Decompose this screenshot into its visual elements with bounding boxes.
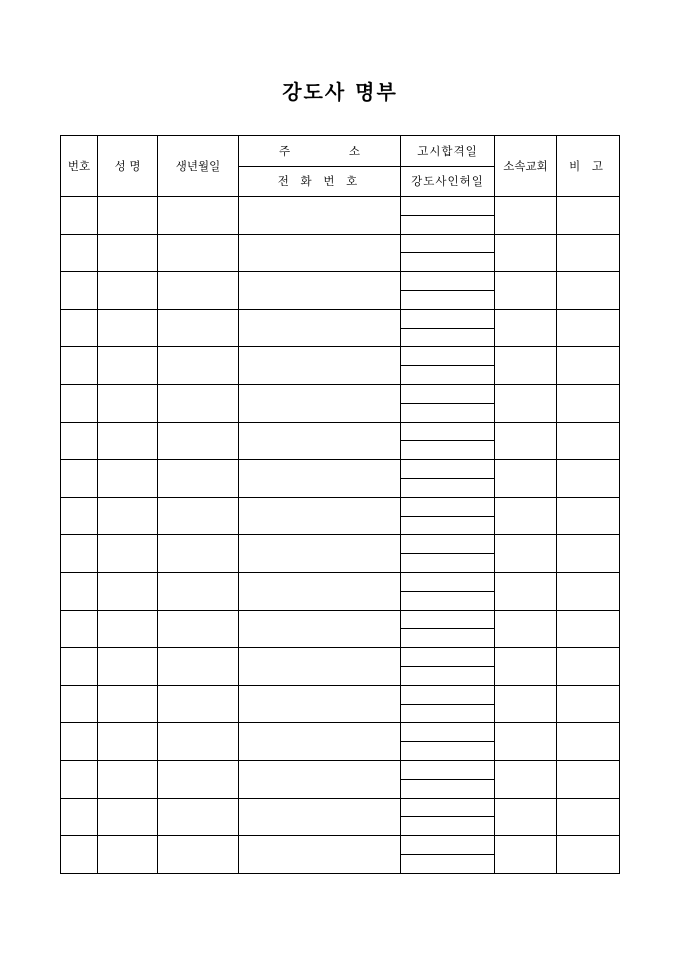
cell-name[interactable] xyxy=(98,422,158,460)
cell-number[interactable] xyxy=(61,422,98,460)
cell-name[interactable] xyxy=(98,535,158,573)
cell-exam-pass-date[interactable] xyxy=(401,347,495,366)
cell-name[interactable] xyxy=(98,460,158,498)
header-address-left: 주 xyxy=(279,143,291,158)
cell-exam-pass-date[interactable] xyxy=(401,836,495,855)
cell-church[interactable] xyxy=(495,572,557,610)
cell-church[interactable] xyxy=(495,460,557,498)
cell-birth-date[interactable] xyxy=(158,610,239,648)
table-row xyxy=(61,497,620,516)
cell-exam-pass-date[interactable] xyxy=(401,610,495,629)
cell-remarks[interactable] xyxy=(557,197,620,235)
cell-license-date[interactable] xyxy=(401,742,495,761)
table-row xyxy=(61,572,620,591)
cell-exam-pass-date[interactable] xyxy=(401,798,495,817)
cell-exam-pass-date[interactable] xyxy=(401,723,495,742)
cell-license-date[interactable] xyxy=(401,253,495,272)
cell-church[interactable] xyxy=(495,497,557,535)
cell-number[interactable] xyxy=(61,309,98,347)
cell-exam-pass-date[interactable] xyxy=(401,648,495,667)
cell-address-phone[interactable] xyxy=(239,347,401,385)
table-row xyxy=(61,197,620,216)
cell-birth-date[interactable] xyxy=(158,685,239,723)
cell-remarks[interactable] xyxy=(557,723,620,761)
cell-birth-date[interactable] xyxy=(158,384,239,422)
cell-birth-date[interactable] xyxy=(158,460,239,498)
cell-exam-pass-date[interactable] xyxy=(401,760,495,779)
cell-remarks[interactable] xyxy=(557,272,620,310)
cell-remarks[interactable] xyxy=(557,535,620,573)
cell-address-phone[interactable] xyxy=(239,497,401,535)
cell-name[interactable] xyxy=(98,798,158,836)
table-row xyxy=(61,836,620,855)
cell-name[interactable] xyxy=(98,723,158,761)
cell-number[interactable] xyxy=(61,272,98,310)
cell-remarks[interactable] xyxy=(557,422,620,460)
table-row xyxy=(61,798,620,817)
cell-name[interactable] xyxy=(98,685,158,723)
cell-remarks[interactable] xyxy=(557,798,620,836)
cell-number[interactable] xyxy=(61,648,98,686)
table-row xyxy=(61,309,620,328)
cell-license-date[interactable] xyxy=(401,554,495,573)
cell-license-date[interactable] xyxy=(401,591,495,610)
cell-church[interactable] xyxy=(495,610,557,648)
table-row xyxy=(61,760,620,779)
cell-remarks[interactable] xyxy=(557,685,620,723)
cell-name[interactable] xyxy=(98,234,158,272)
header-address xyxy=(239,136,401,167)
cell-exam-pass-date[interactable] xyxy=(401,272,495,291)
cell-church[interactable] xyxy=(495,798,557,836)
cell-exam-pass-date[interactable] xyxy=(401,572,495,591)
cell-address-phone[interactable] xyxy=(239,272,401,310)
cell-number[interactable] xyxy=(61,535,98,573)
page-title: 강도사 명부 xyxy=(282,80,398,104)
cell-exam-pass-date[interactable] xyxy=(401,535,495,554)
cell-church[interactable] xyxy=(495,685,557,723)
cell-birth-date[interactable] xyxy=(158,197,239,235)
cell-remarks[interactable] xyxy=(557,648,620,686)
table-row xyxy=(61,347,620,366)
cell-remarks[interactable] xyxy=(557,760,620,798)
cell-license-date[interactable] xyxy=(401,441,495,460)
cell-name[interactable] xyxy=(98,272,158,310)
cell-name[interactable] xyxy=(98,309,158,347)
cell-address-phone[interactable] xyxy=(239,422,401,460)
header-name: 성 명 xyxy=(98,136,158,197)
header-church: 소속교회 xyxy=(495,136,557,197)
cell-remarks[interactable] xyxy=(557,572,620,610)
cell-birth-date[interactable] xyxy=(158,798,239,836)
cell-church[interactable] xyxy=(495,535,557,573)
cell-number[interactable] xyxy=(61,836,98,874)
header-number: 번호 xyxy=(61,136,98,197)
cell-remarks[interactable] xyxy=(557,497,620,535)
cell-address-phone[interactable] xyxy=(239,836,401,874)
cell-birth-date[interactable] xyxy=(158,347,239,385)
cell-name[interactable] xyxy=(98,572,158,610)
cell-birth-date[interactable] xyxy=(158,836,239,874)
header-license-date: 강도사인허일 xyxy=(401,166,495,197)
cell-church[interactable] xyxy=(495,309,557,347)
cell-license-date[interactable] xyxy=(401,666,495,685)
cell-church[interactable] xyxy=(495,197,557,235)
cell-number[interactable] xyxy=(61,610,98,648)
table-row xyxy=(61,648,620,667)
cell-number[interactable] xyxy=(61,685,98,723)
cell-name[interactable] xyxy=(98,610,158,648)
cell-number[interactable] xyxy=(61,384,98,422)
cell-church[interactable] xyxy=(495,272,557,310)
cell-address-phone[interactable] xyxy=(239,610,401,648)
table-row xyxy=(61,422,620,441)
cell-birth-date[interactable] xyxy=(158,497,239,535)
cell-license-date[interactable] xyxy=(401,403,495,422)
roster-table xyxy=(60,135,620,874)
cell-address-phone[interactable] xyxy=(239,460,401,498)
table-row xyxy=(61,234,620,253)
cell-church[interactable] xyxy=(495,347,557,385)
cell-remarks[interactable] xyxy=(557,347,620,385)
table-row xyxy=(61,384,620,403)
cell-number[interactable] xyxy=(61,572,98,610)
cell-exam-pass-date[interactable] xyxy=(401,460,495,479)
cell-number[interactable] xyxy=(61,234,98,272)
cell-address-phone[interactable] xyxy=(239,234,401,272)
cell-address-phone[interactable] xyxy=(239,798,401,836)
cell-license-date[interactable] xyxy=(401,366,495,385)
cell-church[interactable] xyxy=(495,234,557,272)
cell-remarks[interactable] xyxy=(557,234,620,272)
header-remarks: 비 고 xyxy=(557,136,620,197)
cell-license-date[interactable] xyxy=(401,215,495,234)
cell-number[interactable] xyxy=(61,497,98,535)
cell-license-date[interactable] xyxy=(401,779,495,798)
cell-license-date[interactable] xyxy=(401,704,495,723)
cell-address-phone[interactable] xyxy=(239,685,401,723)
cell-exam-pass-date[interactable] xyxy=(401,497,495,516)
cell-birth-date[interactable] xyxy=(158,723,239,761)
cell-address-phone[interactable] xyxy=(239,535,401,573)
cell-exam-pass-date[interactable] xyxy=(401,234,495,253)
cell-address-phone[interactable] xyxy=(239,760,401,798)
header-address-right: 소 xyxy=(348,143,360,158)
cell-license-date[interactable] xyxy=(401,629,495,648)
cell-exam-pass-date[interactable] xyxy=(401,309,495,328)
cell-license-date[interactable] xyxy=(401,854,495,873)
cell-number[interactable] xyxy=(61,197,98,235)
cell-remarks[interactable] xyxy=(557,836,620,874)
cell-church[interactable] xyxy=(495,836,557,874)
cell-number[interactable] xyxy=(61,760,98,798)
cell-license-date[interactable] xyxy=(401,817,495,836)
table-row xyxy=(61,535,620,554)
cell-exam-pass-date[interactable] xyxy=(401,685,495,704)
cell-birth-date[interactable] xyxy=(158,272,239,310)
cell-number[interactable] xyxy=(61,460,98,498)
table-row xyxy=(61,685,620,704)
cell-church[interactable] xyxy=(495,723,557,761)
cell-name[interactable] xyxy=(98,836,158,874)
cell-address-phone[interactable] xyxy=(239,197,401,235)
cell-birth-date[interactable] xyxy=(158,648,239,686)
cell-address-phone[interactable] xyxy=(239,648,401,686)
cell-name[interactable] xyxy=(98,497,158,535)
cell-license-date[interactable] xyxy=(401,328,495,347)
cell-church[interactable] xyxy=(495,760,557,798)
cell-name[interactable] xyxy=(98,197,158,235)
header-phone: 전 화 번 호 xyxy=(239,166,401,197)
cell-exam-pass-date[interactable] xyxy=(401,422,495,441)
cell-number[interactable] xyxy=(61,798,98,836)
cell-remarks[interactable] xyxy=(557,610,620,648)
cell-address-phone[interactable] xyxy=(239,572,401,610)
table-row xyxy=(61,610,620,629)
cell-address-phone[interactable] xyxy=(239,309,401,347)
cell-exam-pass-date[interactable] xyxy=(401,197,495,216)
cell-license-date[interactable] xyxy=(401,478,495,497)
cell-name[interactable] xyxy=(98,648,158,686)
cell-name[interactable] xyxy=(98,347,158,385)
cell-birth-date[interactable] xyxy=(158,234,239,272)
cell-number[interactable] xyxy=(61,347,98,385)
cell-birth-date[interactable] xyxy=(158,309,239,347)
cell-remarks[interactable] xyxy=(557,384,620,422)
cell-church[interactable] xyxy=(495,648,557,686)
header-birth-date: 생년월일 xyxy=(158,136,239,197)
cell-name[interactable] xyxy=(98,384,158,422)
cell-church[interactable] xyxy=(495,422,557,460)
cell-birth-date[interactable] xyxy=(158,760,239,798)
cell-license-date[interactable] xyxy=(401,290,495,309)
cell-birth-date[interactable] xyxy=(158,572,239,610)
cell-number[interactable] xyxy=(61,723,98,761)
cell-birth-date[interactable] xyxy=(158,422,239,460)
table-row xyxy=(61,272,620,291)
cell-name[interactable] xyxy=(98,760,158,798)
table-row xyxy=(61,723,620,742)
cell-remarks[interactable] xyxy=(557,460,620,498)
cell-exam-pass-date[interactable] xyxy=(401,384,495,403)
header-exam-pass-date: 고시합격일 xyxy=(401,136,495,167)
roster-body xyxy=(61,197,620,874)
cell-address-phone[interactable] xyxy=(239,723,401,761)
cell-license-date[interactable] xyxy=(401,516,495,535)
header-row-top xyxy=(61,136,620,167)
cell-birth-date[interactable] xyxy=(158,535,239,573)
cell-address-phone[interactable] xyxy=(239,384,401,422)
table-row xyxy=(61,460,620,479)
cell-church[interactable] xyxy=(495,384,557,422)
cell-remarks[interactable] xyxy=(557,309,620,347)
